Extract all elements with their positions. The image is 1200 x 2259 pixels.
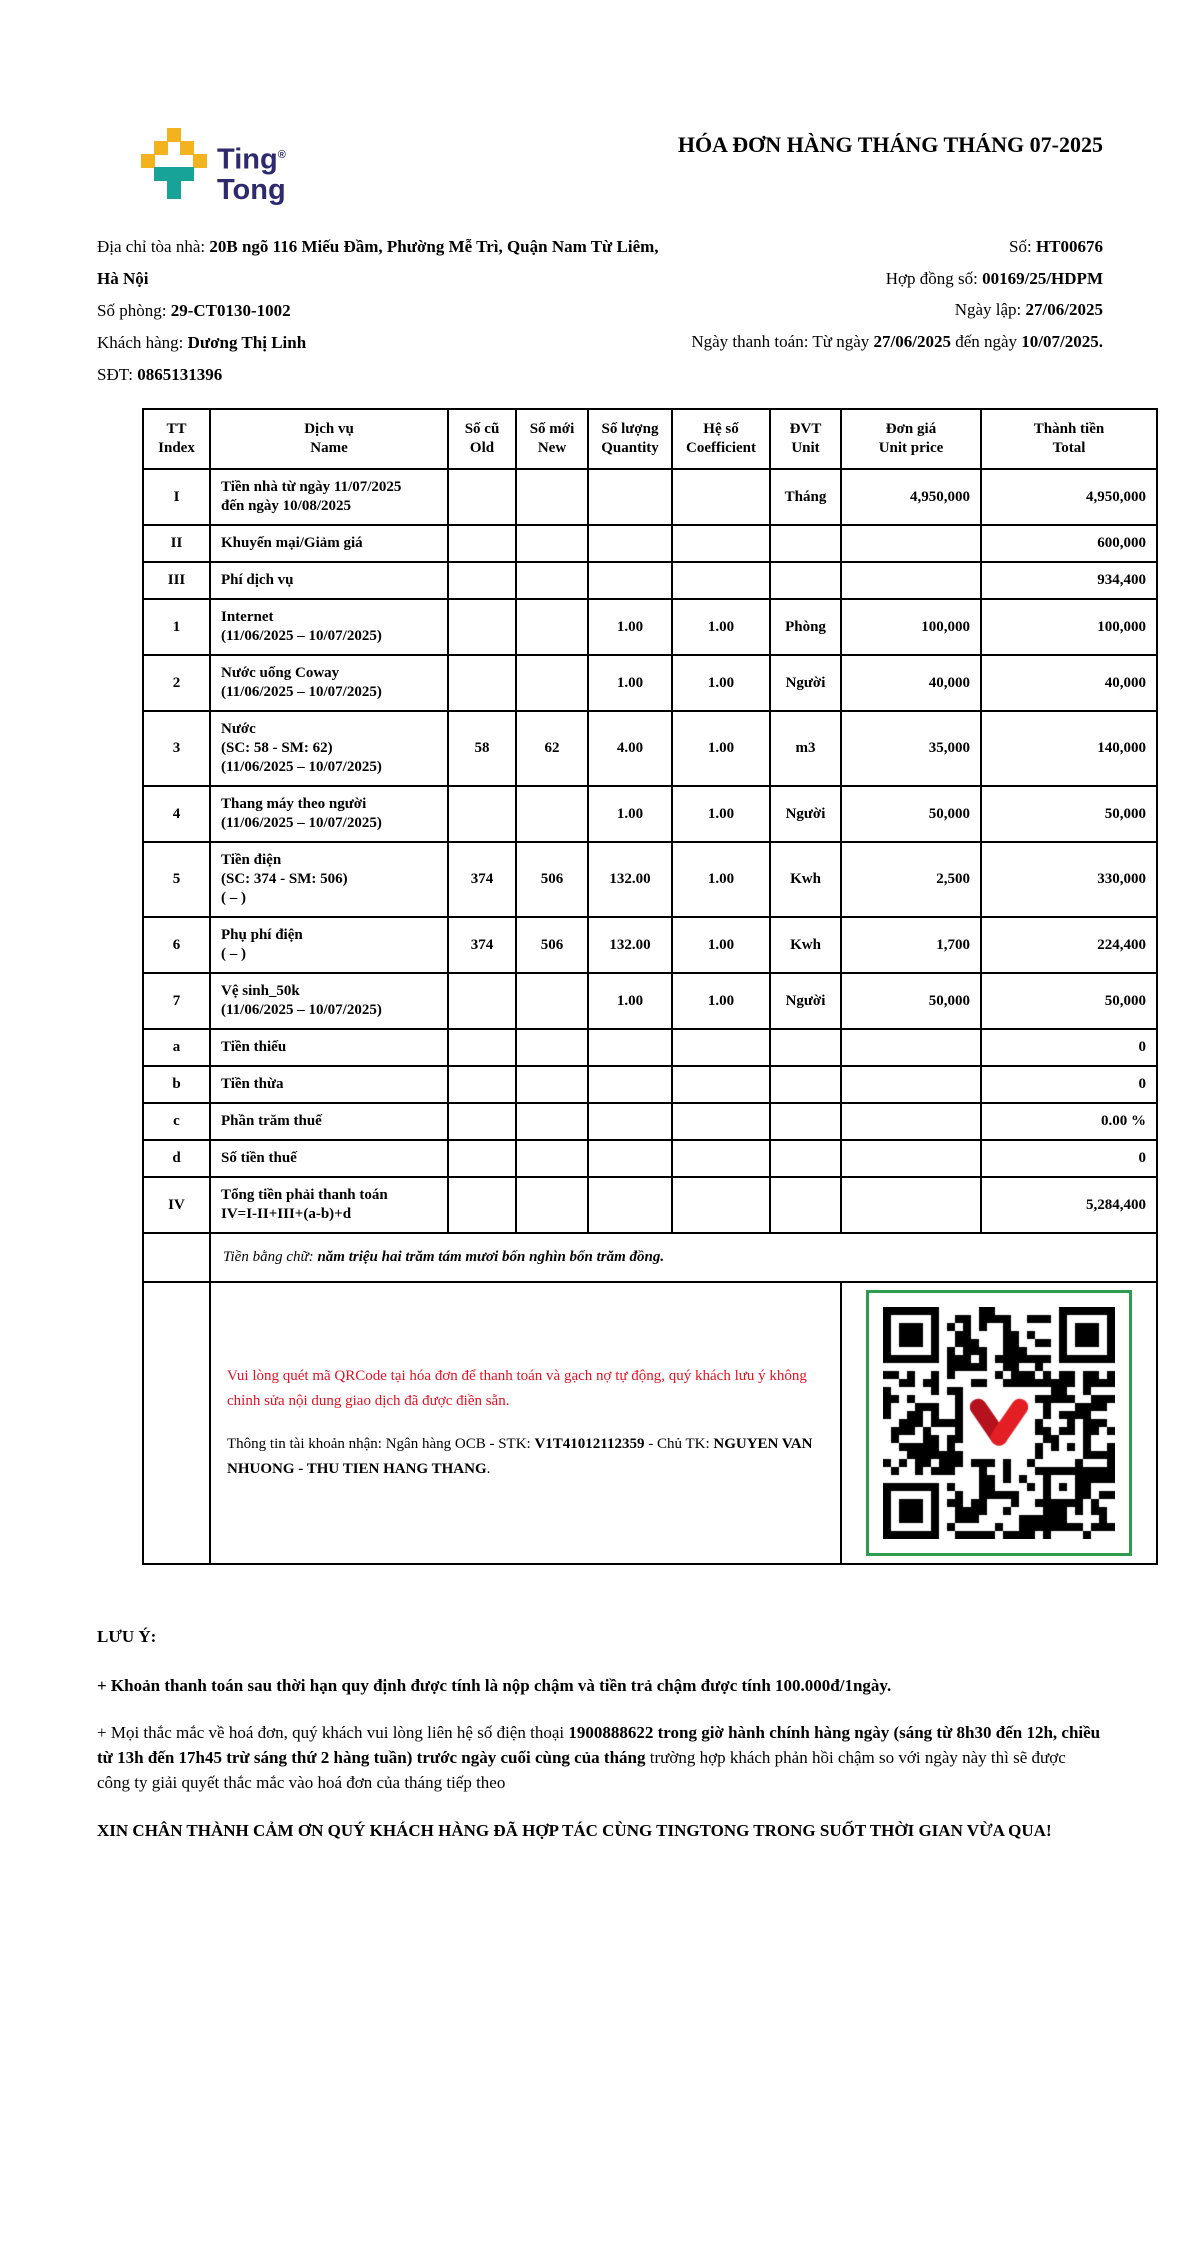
- cell-service-name: Tiền thiếu: [210, 1029, 448, 1066]
- cell-unit: Kwh: [770, 842, 841, 917]
- cell-unit-price: [841, 1066, 981, 1103]
- cell-quantity: 132.00: [588, 842, 672, 917]
- cell-coefficient: [672, 562, 770, 599]
- logo-wordmark: Ting® Tong: [217, 143, 286, 206]
- cell-service-name: Phí dịch vụ: [210, 562, 448, 599]
- cell-total: 0.00 %: [981, 1103, 1157, 1140]
- cell-old: [448, 786, 516, 842]
- cell-unit: Kwh: [770, 917, 841, 973]
- cell-old: [448, 1103, 516, 1140]
- cell-total: 934,400: [981, 562, 1157, 599]
- cell-unit-price: 50,000: [841, 786, 981, 842]
- cell-quantity: 1.00: [588, 973, 672, 1029]
- cell-old: 374: [448, 842, 516, 917]
- invoice-info: [97, 231, 1103, 391]
- cell-old: [448, 599, 516, 655]
- table-row: [143, 1103, 1157, 1140]
- footer-notes: [97, 1627, 1103, 1844]
- cell-unit: [770, 525, 841, 562]
- cell-service-name: Thang máy theo người (11/06/2025 – 10/07/2025): [210, 786, 448, 842]
- cell-unit: Người: [770, 655, 841, 711]
- cell-quantity: [588, 469, 672, 525]
- table-row: [143, 1066, 1157, 1103]
- col-header-new: Số mới New: [516, 409, 588, 469]
- cell-old: [448, 1029, 516, 1066]
- cell-unit: [770, 1066, 841, 1103]
- room-number: Số phòng: 29-CT0130-1002: [97, 301, 291, 320]
- cell-unit-price: 1,700: [841, 917, 981, 973]
- hotline-note: + Mọi thắc mắc về hoá đơn, quý khách vui lòng liên hệ số điện thoại 1900888622 trong giờ hành chính hàng ngày (sáng từ 8h30 đến 12h, chiều từ 13h đến 17h45 trừ sáng thứ 2 hàng tuần) trước ngày cuối cùng của tháng trường hợp khách phản hồi chậm so với ngày này thì sẽ được công ty giải quyết thắc mắc vào hoá đơn của tháng tiếp theo: [97, 1723, 1101, 1792]
- account-info-text: Thông tin tài khoản nhận: Ngân hàng OCB - STK: V1T41012112359 - Chủ TK: NGUYEN VAN NHUONG - THU TIEN HANG THANG.: [227, 1436, 813, 1477]
- notes-heading: LƯU Ý:: [97, 1627, 157, 1646]
- cell-service-name: Khuyến mại/Giảm giá: [210, 525, 448, 562]
- cell-new: [516, 1066, 588, 1103]
- cell-quantity: [588, 525, 672, 562]
- cell-total: 330,000: [981, 842, 1157, 917]
- issue-date: Ngày lập: 27/06/2025: [954, 300, 1103, 319]
- cell-total: 0: [981, 1140, 1157, 1177]
- cell-quantity: 132.00: [588, 917, 672, 973]
- building-address: Địa chỉ tòa nhà: 20B ngõ 116 Miếu Đầm, Phường Mễ Trì, Quận Nam Từ Liêm, Hà Nội: [97, 237, 659, 288]
- cell-quantity: [588, 1140, 672, 1177]
- cell-old: [448, 655, 516, 711]
- cell-index: 4: [143, 786, 210, 842]
- cell-old: [448, 1140, 516, 1177]
- col-header-quantity: Số lượng Quantity: [588, 409, 672, 469]
- cell-quantity: 1.00: [588, 786, 672, 842]
- cell-new: [516, 525, 588, 562]
- cell-unit: [770, 1140, 841, 1177]
- thank-you-note: XIN CHÂN THÀNH CẢM ƠN QUÝ KHÁCH HÀNG ĐÃ HỢP TÁC CÙNG TINGTONG TRONG SUỐT THỜI GIAN VỪA QUA!: [97, 1821, 1052, 1840]
- cell-unit: Phòng: [770, 599, 841, 655]
- cell-index: 3: [143, 711, 210, 786]
- cell-coefficient: 1.00: [672, 917, 770, 973]
- registered-mark: ®: [277, 149, 286, 161]
- cell-coefficient: 1.00: [672, 599, 770, 655]
- cell-coefficient: [672, 1066, 770, 1103]
- header: [97, 128, 1103, 205]
- cell-service-name: Vệ sinh_50k (11/06/2025 – 10/07/2025): [210, 973, 448, 1029]
- cell-service-name: Internet (11/06/2025 – 10/07/2025): [210, 599, 448, 655]
- table-row: [143, 973, 1157, 1029]
- cell-new: [516, 1103, 588, 1140]
- cell-unit: [770, 562, 841, 599]
- cell-unit-price: [841, 1140, 981, 1177]
- qr-code: [866, 1290, 1132, 1556]
- cell-new: 62: [516, 711, 588, 786]
- cell-index: 2: [143, 655, 210, 711]
- cell-total: 40,000: [981, 655, 1157, 711]
- cell-unit-price: 40,000: [841, 655, 981, 711]
- cell-index: b: [143, 1066, 210, 1103]
- qr-instruction-text: Vui lòng quét mã QRCode tại hóa đơn để thanh toán và gạch nợ tự động, quý khách lưu ý không chỉnh sửa nội dung giao dịch đã được điền sẵn.: [227, 1368, 807, 1409]
- late-payment-note: + Khoản thanh toán sau thời hạn quy định được tính là nộp chậm và tiền trả chậm được tính 100.000đ/1ngày.: [97, 1676, 892, 1695]
- cell-coefficient: [672, 1177, 770, 1233]
- payment-date: Ngày thanh toán: Từ ngày 27/06/2025 đến ngày 10/07/2025.: [691, 331, 1103, 351]
- cell-total: 5,284,400: [981, 1177, 1157, 1233]
- cell-index: 6: [143, 917, 210, 973]
- col-header-unit-price: Đơn giá Unit price: [841, 409, 981, 469]
- col-header-name: Dịch vụ Name: [210, 409, 448, 469]
- cell-new: 506: [516, 842, 588, 917]
- cell-index: d: [143, 1140, 210, 1177]
- cell-quantity: [588, 1029, 672, 1066]
- cell-total: 600,000: [981, 525, 1157, 562]
- cell-coefficient: 1.00: [672, 842, 770, 917]
- cell-coefficient: [672, 1140, 770, 1177]
- cell-total: 0: [981, 1029, 1157, 1066]
- cell-quantity: [588, 1177, 672, 1233]
- cell-index: 5: [143, 842, 210, 917]
- cell-new: [516, 469, 588, 525]
- cell-unit-price: [841, 562, 981, 599]
- cell-new: [516, 655, 588, 711]
- cell-coefficient: [672, 1103, 770, 1140]
- col-header-old: Số cũ Old: [448, 409, 516, 469]
- cell-new: [516, 1177, 588, 1233]
- col-header-unit: ĐVT Unit: [770, 409, 841, 469]
- cell-coefficient: [672, 1029, 770, 1066]
- cell-old: [448, 1066, 516, 1103]
- table-row: [143, 711, 1157, 786]
- table-row: [143, 917, 1157, 973]
- tingtong-logo-icon: [141, 128, 207, 205]
- cell-quantity: [588, 562, 672, 599]
- invoice-table: [142, 408, 1158, 1565]
- cell-quantity: 1.00: [588, 655, 672, 711]
- cell-new: [516, 1029, 588, 1066]
- cell-unit-price: 100,000: [841, 599, 981, 655]
- cell-service-name: Nước (SC: 58 - SM: 62) (11/06/2025 – 10/07/2025): [210, 711, 448, 786]
- col-header-coefficient: Hệ số Coefficient: [672, 409, 770, 469]
- cell-old: 374: [448, 917, 516, 973]
- cell-new: 506: [516, 917, 588, 973]
- table-row: [143, 1140, 1157, 1177]
- table-row: [143, 599, 1157, 655]
- table-row: [143, 842, 1157, 917]
- amount-in-words-row: [143, 1233, 1157, 1282]
- cell-index: c: [143, 1103, 210, 1140]
- col-header-index: TT Index: [143, 409, 210, 469]
- cell-quantity: 1.00: [588, 599, 672, 655]
- qr-row: [143, 1282, 1157, 1564]
- table-header-row: [143, 409, 1157, 469]
- cell-coefficient: 1.00: [672, 973, 770, 1029]
- cell-coefficient: 1.00: [672, 655, 770, 711]
- cell-old: [448, 973, 516, 1029]
- cell-unit-price: [841, 1103, 981, 1140]
- cell-old: [448, 562, 516, 599]
- invoice-number: Số: HT00676: [1009, 237, 1103, 256]
- amount-in-words: Tiền bằng chữ: năm triệu hai trăm tám mươi bốn nghìn bốn trăm đồng.: [210, 1233, 1157, 1282]
- qr-cell: [841, 1282, 1157, 1564]
- cell-unit: [770, 1177, 841, 1233]
- table-row: [143, 469, 1157, 525]
- table-row: [143, 1029, 1157, 1066]
- cell-new: [516, 973, 588, 1029]
- cell-unit: Người: [770, 973, 841, 1029]
- customer-info: [97, 231, 669, 391]
- cell-total: 0: [981, 1066, 1157, 1103]
- cell-coefficient: [672, 469, 770, 525]
- cell-old: 58: [448, 711, 516, 786]
- cell-service-name: Tiền điện (SC: 374 - SM: 506) ( – ): [210, 842, 448, 917]
- cell-service-name: Tổng tiền phải thanh toán IV=I-II+III+(a-b)+d: [210, 1177, 448, 1233]
- cell-coefficient: 1.00: [672, 711, 770, 786]
- cell-old: [448, 525, 516, 562]
- cell-service-name: Phụ phí điện ( – ): [210, 917, 448, 973]
- cell-quantity: [588, 1066, 672, 1103]
- payment-instructions: [210, 1282, 841, 1564]
- cell-service-name: Tiền nhà từ ngày 11/07/2025 đến ngày 10/08/2025: [210, 469, 448, 525]
- customer-phone: SĐT: 0865131396: [97, 365, 223, 384]
- table-row: [143, 1177, 1157, 1233]
- cell-unit: Tháng: [770, 469, 841, 525]
- qr-code-image: [883, 1307, 1115, 1539]
- page-title: HÓA ĐƠN HÀNG THÁNG THÁNG 07-2025: [677, 132, 1103, 157]
- table-row: [143, 786, 1157, 842]
- cell-unit-price: 2,500: [841, 842, 981, 917]
- col-header-total: Thành tiền Total: [981, 409, 1157, 469]
- cell-service-name: Số tiền thuế: [210, 1140, 448, 1177]
- table-row: [143, 525, 1157, 562]
- cell-unit-price: [841, 525, 981, 562]
- cell-unit-price: 35,000: [841, 711, 981, 786]
- cell-index: I: [143, 469, 210, 525]
- cell-index: IV: [143, 1177, 210, 1233]
- cell-unit: Người: [770, 786, 841, 842]
- cell-index: [143, 1282, 210, 1564]
- cell-service-name: Nước uống Coway (11/06/2025 – 10/07/2025): [210, 655, 448, 711]
- cell-service-name: Tiền thừa: [210, 1066, 448, 1103]
- cell-new: [516, 599, 588, 655]
- cell-unit: [770, 1103, 841, 1140]
- invoice-meta: [691, 231, 1103, 357]
- table-row: [143, 562, 1157, 599]
- cell-index: 7: [143, 973, 210, 1029]
- cell-index: a: [143, 1029, 210, 1066]
- cell-unit-price: [841, 1177, 981, 1233]
- cell-total: 140,000: [981, 711, 1157, 786]
- cell-unit-price: 4,950,000: [841, 469, 981, 525]
- cell-old: [448, 469, 516, 525]
- cell-quantity: 4.00: [588, 711, 672, 786]
- cell-coefficient: [672, 525, 770, 562]
- cell-index: III: [143, 562, 210, 599]
- cell-new: [516, 562, 588, 599]
- table-row: [143, 655, 1157, 711]
- cell-coefficient: 1.00: [672, 786, 770, 842]
- cell-total: 50,000: [981, 786, 1157, 842]
- contract-number: Hợp đồng số: 00169/25/HDPM: [885, 268, 1103, 288]
- cell-new: [516, 1140, 588, 1177]
- cell-old: [448, 1177, 516, 1233]
- cell-total: 50,000: [981, 973, 1157, 1029]
- cell-unit: [770, 1029, 841, 1066]
- cell-unit: m3: [770, 711, 841, 786]
- cell-unit-price: 50,000: [841, 973, 981, 1029]
- cell-index: [143, 1233, 210, 1282]
- cell-index: II: [143, 525, 210, 562]
- tingtong-logo: [141, 128, 286, 205]
- cell-service-name: Phần trăm thuế: [210, 1103, 448, 1140]
- cell-total: 100,000: [981, 599, 1157, 655]
- cell-total: 224,400: [981, 917, 1157, 973]
- cell-unit-price: [841, 1029, 981, 1066]
- cell-total: 4,950,000: [981, 469, 1157, 525]
- cell-index: 1: [143, 599, 210, 655]
- cell-new: [516, 786, 588, 842]
- cell-quantity: [588, 1103, 672, 1140]
- customer-name: Khách hàng: Dương Thị Linh: [97, 333, 307, 352]
